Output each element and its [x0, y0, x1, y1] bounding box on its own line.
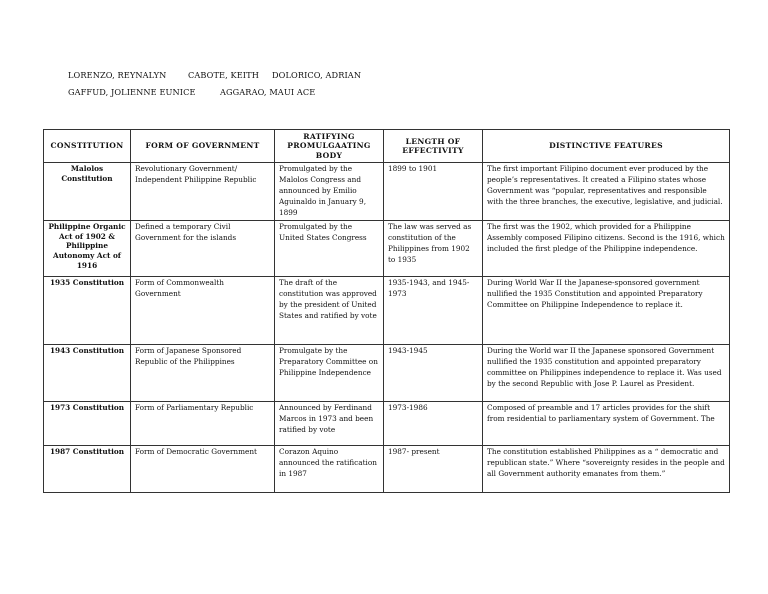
effectivity-cell: 1943-1945	[384, 344, 483, 401]
government-cell: Revolutionary Government/ Independent Philippine Republic	[131, 163, 275, 221]
column-header: DISTINCTIVE FEATURES	[483, 130, 730, 163]
column-header: FORM OF GOVERNMENT	[131, 130, 275, 163]
author-name: LORENZO, REYNALYN	[68, 70, 167, 80]
table-row	[44, 276, 730, 344]
government-cell: Form of Parliamentary Republic	[131, 401, 275, 445]
author-name: GAFFUD, JOLIENNE EUNICE	[68, 87, 196, 97]
government-cell: Form of Democratic Government	[131, 445, 275, 492]
effectivity-cell: 1935-1943, and 1945-1973	[384, 276, 483, 344]
author-name: DOLORICO, ADRIAN	[272, 70, 362, 80]
constitution-cell: 1935 Constitution	[44, 276, 131, 344]
constitution-cell: 1943 Constitution	[44, 344, 131, 401]
table-row	[44, 220, 730, 276]
constitution-cell: 1987 Constitution	[44, 445, 131, 492]
effectivity-cell: 1973-1986	[384, 401, 483, 445]
table-row	[44, 445, 730, 492]
table-row	[44, 163, 730, 221]
ratifying-body-cell: The draft of the constitution was approved by the president of United States and ratified by vote	[275, 276, 384, 344]
features-cell: Composed of preamble and 17 articles provides for the shift from residential to parliamentary system of Government. The	[483, 401, 730, 445]
government-cell: Defined a temporary Civil Government for the islands	[131, 220, 275, 276]
features-cell: During World War II the Japanese-sponsored government nullified the 1935 Constitution and appointed Preparatory Committee on Philippine Independence to replace it.	[483, 276, 730, 344]
column-header: RATIFYING PROMULGAATING BODY	[275, 130, 384, 163]
author-name: CABOTE, KEITH	[188, 70, 259, 80]
table-header-row	[44, 130, 730, 163]
features-cell: The first important Filipino document ever produced by the people’s representatives. It created a Filipino states whose Government was “popular, representatives and responsible with the three branches, the executive, legislative, and judicial.	[483, 163, 730, 221]
features-cell: During the World war II the Japanese sponsored Government nullified the 1935 constitution and appointed preparatory committee on Philippines independence to replace it. Was used by the second Republic with Jose P. Laurel as President.	[483, 344, 730, 401]
constitution-cell: Malolos Constitution	[44, 163, 131, 221]
effectivity-cell: 1899 to 1901	[384, 163, 483, 221]
constitution-cell: Philippine Organic Act of 1902 & Philippine Autonomy Act of 1916	[44, 220, 131, 276]
effectivity-cell: The law was served as constitution of the Philippines from 1902 to 1935	[384, 220, 483, 276]
ratifying-body-cell: Corazon Aquino announced the ratification in 1987	[275, 445, 384, 492]
ratifying-body-cell: Promulgate by the Preparatory Committee on Philippine Independence	[275, 344, 384, 401]
table-row	[44, 344, 730, 401]
ratifying-body-cell: Announced by Ferdinand Marcos in 1973 and been ratified by vote	[275, 401, 384, 445]
government-cell: Form of Commonwealth Government	[131, 276, 275, 344]
government-cell: Form of Japanese Sponsored Republic of the Philippines	[131, 344, 275, 401]
features-cell: The first was the 1902, which provided for a Philippine Assembly composed Filipino citizens. Second is the 1916, which included the first pledge of the Philippine independence.	[483, 220, 730, 276]
constitution-table	[43, 129, 730, 493]
ratifying-body-cell: Promulgated by the Malolos Congress and announced by Emilio Aguinaldo in January 9, 1899	[275, 163, 384, 221]
effectivity-cell: 1987- present	[384, 445, 483, 492]
features-cell: The constitution established Philippines as a “ democratic and republican state.” Where “sovereignty resides in the people and all Government authority emanates from them.”	[483, 445, 730, 492]
author-name: AGGARAO, MAUI ACE	[220, 87, 316, 97]
ratifying-body-cell: Promulgated by the United States Congress	[275, 220, 384, 276]
column-header: CONSTITUTION	[44, 130, 131, 163]
constitution-cell: 1973 Constitution	[44, 401, 131, 445]
table-row	[44, 401, 730, 445]
column-header: LENGTH OF EFFECTIVITY	[384, 130, 483, 163]
